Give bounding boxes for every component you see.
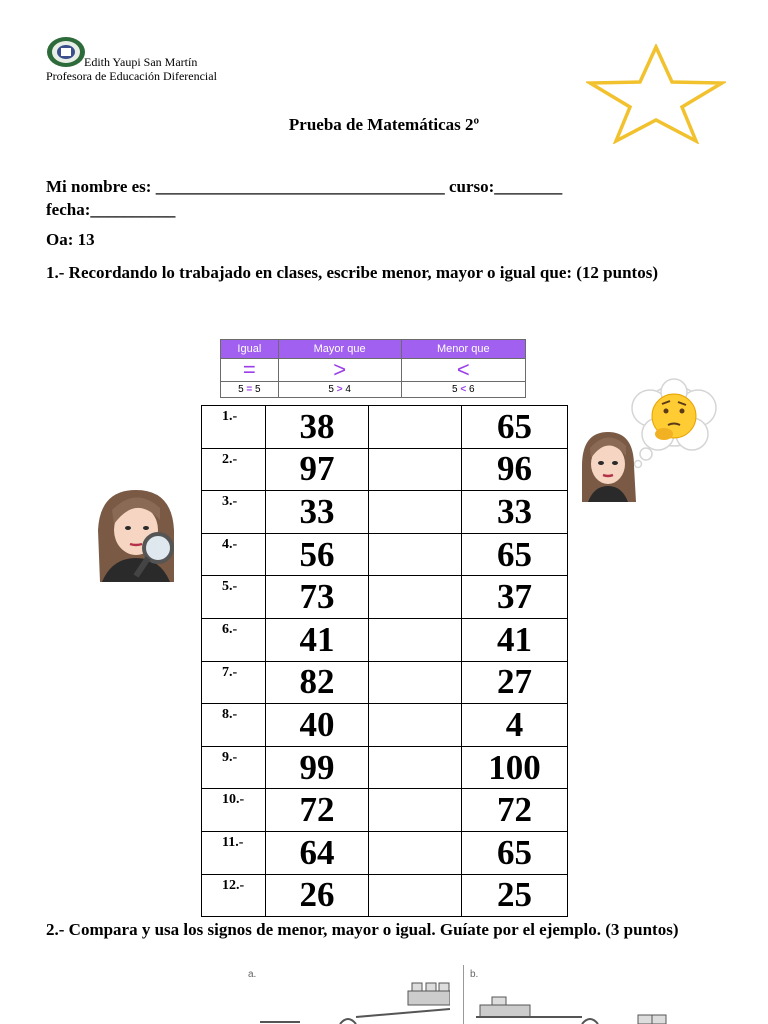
date-line: fecha:__________ [46,200,176,219]
legend-symbol-greater: > [278,359,401,382]
row-number: 6.- [202,618,266,661]
question-2: 2.- Compara y usa los signos de menor, mayor o igual. Guíate por el ejemplo. (3 puntos) [46,920,679,939]
answer-cell[interactable] [369,874,462,917]
row-number: 9.- [202,746,266,789]
oa-line: Oa: 13 [46,230,95,249]
right-number: 96 [462,448,568,491]
table-row [202,533,568,576]
right-number: 27 [462,661,568,704]
answer-cell[interactable] [369,533,462,576]
right-number: 4 [462,704,568,747]
table-row [202,576,568,619]
balance-scale-image-a [240,965,450,1024]
right-number: 33 [462,491,568,534]
legend-example-less: 5 < 6 [401,382,525,398]
answer-cell[interactable] [369,704,462,747]
table-row [202,874,568,917]
answer-cell[interactable] [369,491,462,534]
name-course-line: Mi nombre es: __________________________________ curso:________ [46,177,563,196]
avatar-thinking [574,428,640,502]
left-number: 72 [266,789,369,832]
left-number: 97 [266,448,369,491]
right-number: 41 [462,618,568,661]
table-row [202,491,568,534]
right-number: 72 [462,789,568,832]
left-number: 33 [266,491,369,534]
right-number: 65 [462,533,568,576]
comparison-table [201,405,568,917]
answer-cell[interactable] [369,831,462,874]
answer-cell[interactable] [369,661,462,704]
answer-cell[interactable] [369,576,462,619]
page-title: Prueba de Matemáticas 2º [288,115,480,134]
example-label-a: a. [248,969,257,980]
left-number: 41 [266,618,369,661]
row-number: 2.- [202,448,266,491]
answer-cell[interactable] [369,618,462,661]
legend-header-less: Menor que [401,340,525,359]
left-number: 73 [266,576,369,619]
table-row [202,448,568,491]
legend-header-equal: Igual [221,340,279,359]
row-number: 12.- [202,874,266,917]
right-number: 25 [462,874,568,917]
table-row [202,406,568,449]
left-number: 56 [266,533,369,576]
left-number: 38 [266,406,369,449]
table-row [202,618,568,661]
row-number: 3.- [202,491,266,534]
table-row [202,661,568,704]
right-number: 37 [462,576,568,619]
teacher-role: Profesora de Educación Diferencial [46,69,217,83]
legend-symbol-less: < [401,359,525,382]
right-number: 100 [462,746,568,789]
left-number: 40 [266,704,369,747]
question-1: 1.- Recordando lo trabajado en clases, escribe menor, mayor o igual que: (12 puntos) [46,263,658,282]
legend-symbol-equal: = [221,359,279,382]
table-row [202,789,568,832]
teacher-name: Edith Yaupi San Martín [84,55,198,69]
row-number: 11.- [202,831,266,874]
left-number: 82 [266,661,369,704]
row-number: 7.- [202,661,266,704]
row-number: 8.- [202,704,266,747]
legend-example-equal: 5 = 5 [221,382,279,398]
left-number: 99 [266,746,369,789]
row-number: 5.- [202,576,266,619]
row-number: 10.- [202,789,266,832]
balance-scale-image-b [462,965,672,1024]
answer-cell[interactable] [369,789,462,832]
answer-cell[interactable] [369,406,462,449]
left-number: 26 [266,874,369,917]
right-number: 65 [462,406,568,449]
row-number: 4.- [202,533,266,576]
table-row [202,831,568,874]
table-row [202,746,568,789]
right-number: 65 [462,831,568,874]
legend-example-greater: 5 > 4 [278,382,401,398]
avatar-magnifier [86,484,184,582]
answer-cell[interactable] [369,448,462,491]
row-number: 1.- [202,406,266,449]
answer-cell[interactable] [369,746,462,789]
table-row [202,704,568,747]
example-label-b: b. [470,969,479,980]
symbols-legend-table [220,339,526,398]
left-number: 64 [266,831,369,874]
legend-header-greater: Mayor que [278,340,401,359]
school-logo-icon [46,36,86,68]
